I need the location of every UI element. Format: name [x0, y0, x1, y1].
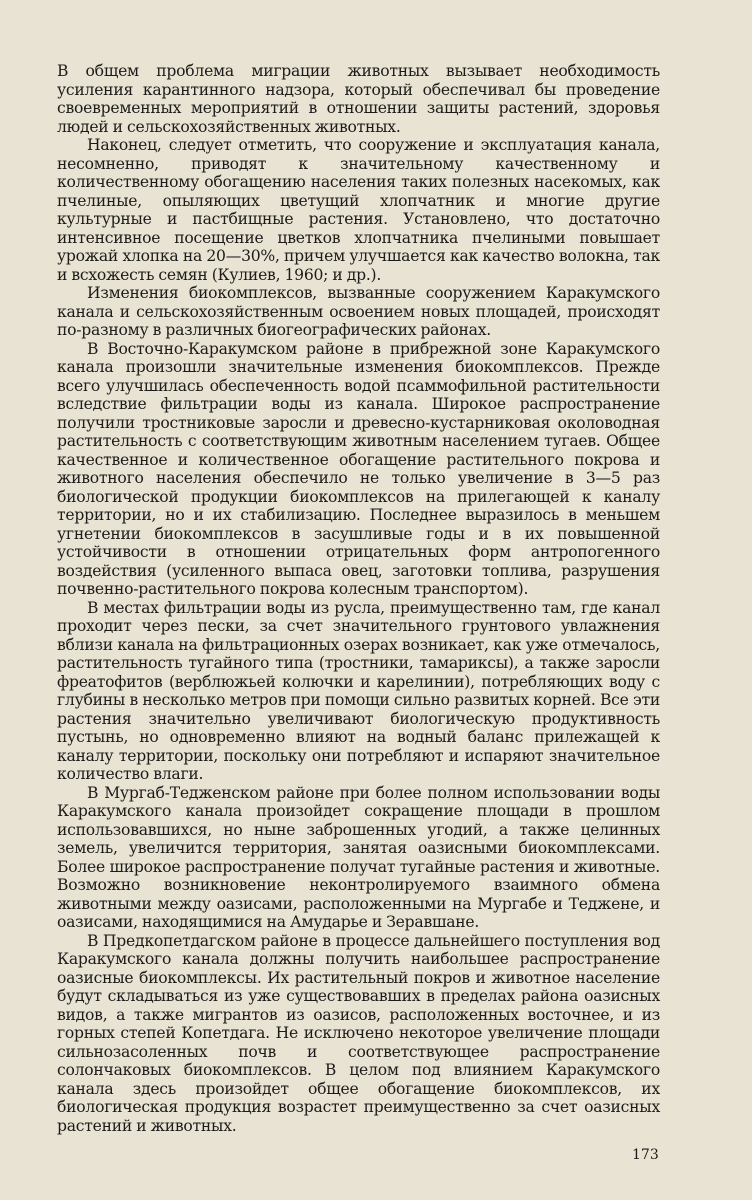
- paragraph-east-karakum: В Восточно-Каракумском районе в прибрежной зоне Каракумского канала произошли значительные изменения биокомплексов. Прежде всего улучшилась обеспеченность водой псаммофильной растительности вследствие фильтрации воды из канала. Широкое распространение получили тростниковые заросли и древесно-кустарниковая околоводная растительность с соответствующим животным населением тугаев. Общее качественное и количественное обогащение растительного покрова и животного населения обеспечило не только увеличение в 3—5 раз биологической продукции биокомплексов на прилегающей к каналу территории, но и их стабилизацию. Последнее выразилось в меньшем угнетении биокомплексов в засушливые годы и в их повышенной устойчивости в отношении отрицательных форм антропогенного воздействия (усиленного выпаса овец, заготовки топлива, разрушения почвенно-растительного покрова колесным транспортом).: [57, 339, 660, 598]
- paragraph-murgab-tedzhen: В Мургаб-Тедженском районе при более полном использовании воды Каракумского канала произойдет сокращение площади в прошлом использовавшихся, но ныне заброшенных угодий, а также целинных земель, увеличится территория, занятая оазисными биокомплексами. Более широкое распространение получат тугайные растения и животные. Возможно возникновение неконтролируемого взаимного обмена животными между оазисами, расположенными на Мургабе и Теджене, и оазисами, находящимися на Амударье и Зеравшане.: [57, 783, 660, 931]
- paragraph-migration: В общем проблема миграции животных вызывает необходимость усиления карантинного надзора, который обеспечивал бы проведение своевременных мероприятий в отношении защиты растений, здоровья людей и сельскохозяйственных животных.: [57, 62, 660, 136]
- paragraph-biocomplex-changes: Изменения биокомплексов, вызванные сооружением Каракумского канала и сельскохозяйственным освоением новых площадей, происходят по-разному в различных биогеографических районах.: [57, 284, 660, 339]
- paragraph-pollinators: Наконец, следует отметить, что сооружение и эксплуатация канала, несомненно, приводят к значительному качественному и количественному обогащению населения таких полезных насекомых, как пчелиные, опыляющих цветущий хлопчатник и многие другие культурные и пастбищные растения. Установлено, что достаточно интенсивное посещение цветков хлопчатника пчелиными повышает урожай хлопка на 20—30%, причем улучшается как качество волокна, так и всхожесть семян (Кулиев, 1960; и др.).: [57, 136, 660, 284]
- paragraph-filtration: В местах фильтрации воды из русла, преимущественно там, где канал проходит через пески, за счет значительного грунтового увлажнения вблизи канала на фильтрационных озерах возникает, как уже отмечалось, растительность тугайного типа (тростники, тамариксы), а также заросли фреатофитов (верблюжьей колючки и карелинии), потребляющих воду с глубины в несколько метров при помощи сильно развитых корней. Все эти растения значительно увеличивают биологическую продуктивность пустынь, но одновременно влияют на водный баланс прилежащей к каналу территории, поскольку они потребляют и испаряют значительное количество влаги.: [57, 598, 660, 783]
- page-number: 173: [632, 1147, 659, 1163]
- paragraph-predkopetdag: В Предкопетдагском районе в процессе дальнейшего поступления вод Каракумского канала должны получить наибольшее распространение оазисные биокомплексы. Их растительный покров и животное население будут складываться из уже существовавших в пределах района оазисных видов, а также мигрантов из оазисов, расположенных восточнее, и из горных степей Копетдага. Не исключено некоторое увеличение площади сильнозасоленных почв и соответствующее распространение солончаковых биокомплексов. В целом под влиянием Каракумского канала здесь произойдет общее обогащение биокомплексов, их биологическая продукция возрастет преимущественно за счет оазисных растений и животных.: [57, 931, 660, 1135]
- body-text: [57, 62, 660, 1135]
